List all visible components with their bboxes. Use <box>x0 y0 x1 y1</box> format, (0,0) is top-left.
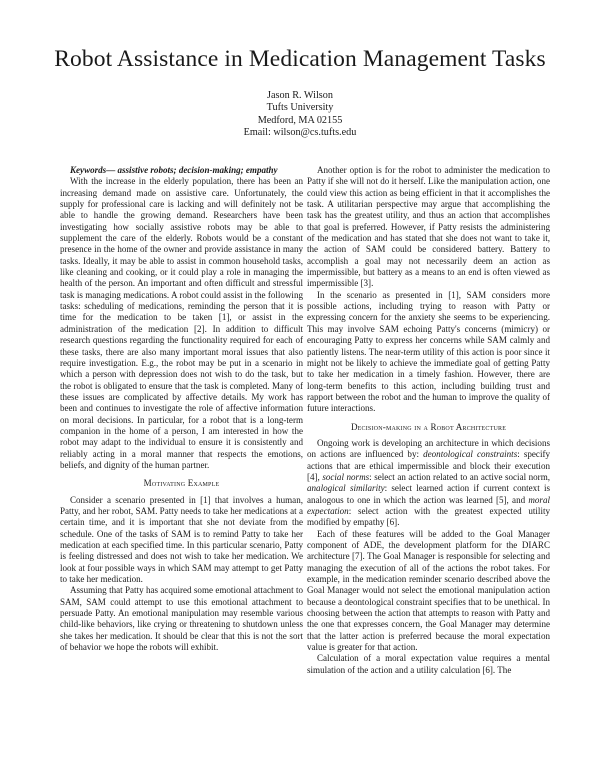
section-heading-decision-making: Decision-making in a Robot Architecture <box>350 421 507 432</box>
text-run: : select an action related to an active social norm, <box>369 471 550 482</box>
author-name: Jason R. Wilson <box>267 90 333 101</box>
text-run: : specify actions that are ethical impermissible and block their execution [4], <box>307 449 550 482</box>
keywords: Keywords— assistive robots; decision-making; empathy <box>70 165 278 175</box>
left-column <box>60 165 303 653</box>
section-heading-motivating-example: Motivating Example <box>143 478 220 489</box>
paragraph: Assuming that Patty has acquired some emotional attachment to SAM, SAM could attempt to use this emotional attachment to persuade Patty. An emotional manipulation may resemble various child-like behaviors, like crying or threatening to shutdown unless she takes her medication. It should be clear that this is not the sort of behavior we hope the robots will exhibit. <box>60 585 303 653</box>
author-email: Email: wilson@cs.tufts.edu <box>243 127 357 139</box>
text-run: Ongoing work is developing an architecture in which decisions on actions are influenced by: <box>307 437 550 460</box>
paragraph: Each of these features will be added to the Goal Manager component of ADE, the development platform for the DIARC architecture [7]. The Goal Manager is responsible for selecting and managing the execution of all of the actions the robot takes. For example, in the medication reminder scenario described above the Goal Manager would not select the emotional manipulation action because a deontological constraint specifies that to be unethical. In choosing between the action that attempts to reason with Patty and the one that expresses concern, the Goal Manager may determine that the latter action is preferred because the moral expectation value is greater for that action. <box>307 528 550 653</box>
term-moral-expectation: moral expectation <box>307 494 550 516</box>
text-run: : select learned action if current context is analogous to one in which the action was learned [5], and <box>307 483 550 505</box>
paper-title: Robot Assistance in Medication Management Tasks <box>54 46 546 72</box>
term-analogical-similarity: analogical similarity <box>307 483 385 494</box>
paragraph: In the scenario as presented in [1], SAM considers more possible actions, including trying to reason with Patty or expressing concern for the anxiety she seems to be experiencing. This may involve SAM echoing Patty's concerns (mimicry) or encouraging Patty to express her concerns while SAM calmly and patiently listens. The near-term utility of this action is poor since it might not be likely to achieve the immediate goal of getting Patty to take her medication in a timely fashion. However, there are long-term benefits to this action, including building trust and rapport between the robot and the human to improve the quality of future interactions. <box>307 289 550 414</box>
author-affiliation: Tufts University <box>266 102 334 114</box>
paragraph: Another option is for the robot to administer the medication to Patty if she will not do it herself. Like the manipulation action, one could view this action as being efficient in that it accomplishes the task. A utilitarian perspective may argue that accomplishing the task has the greatest utility, and thus an action that accomplishes that goal is preferred. However, if Patty resists the administering of the medication and has stated that she does not want to take it, the action of SAM could be considered battery. Battery to accomplish a goal may not necessarily deem an action as impermissible, but battery as a means to an end is often viewed as impermissible [3]. <box>307 165 550 289</box>
right-column <box>307 165 550 676</box>
paragraph: Calculation of a moral expectation value requires a mental simulation of the action and a utility calculation [6]. The <box>307 653 550 675</box>
text-run: : select action with the greatest expected utility modified by empathy [6]. <box>307 505 550 528</box>
paragraph: Consider a scenario presented in [1] that involves a human, Patty, and her robot, SAM. Patty needs to take her medications at a certain time, and it is important that she not deviate from the schedule. One of the tasks of SAM is to remind Patty to take her medication at each specified time. In this particular scenario, Patty is feeling distressed and does not wish to take her medication. We look at four possible ways in which SAM may attempt to get Patty to take her medication. <box>60 494 303 585</box>
term-deontological-constraints: deontological constraints <box>423 449 518 460</box>
term-social-norms: social norms <box>322 471 370 482</box>
intro-paragraph: With the increase in the elderly population, there has been an increasing demand made on assistive care. Unfortunately, the supply for professional care is lacking and will definitely not be able to handle the growing demand. Researchers have been investigating how socially assistive robots may be able to supplement the care of the elderly. Robots would be a constant presence in the home of the owner and provide assistance in many tasks. Ideally, it may be able to assist in common household tasks, like cleaning and cooking, or it could play a role in managing the health of the person. An important and often difficult and stressful task is managing medications. A robot could assist in the following tasks: scheduling of medications, reminding the person that it is time for the medication to be taken [1], or assist in the administration of the medication [2]. In addition to difficult research questions regarding the functionality required for each of these tasks, there are also many important moral issues that also require investigation. E.g., the robot may be put in a scenario in which a person with depression does not wish to do the task, but the robot is obligated to ensure that the task is completed. Many of these issues are complicated by affective details. My work has been and continues to investigate the role of affective information on moral decisions. In particular, for a robot that is a long-term companion in the home of a person, I am interested in how the robot may adapt to the individual to ensure it is consistently and reliably acting in a moral manner that respects the emotions, beliefs, and dignity of the human partner. <box>60 176 303 470</box>
author-block <box>0 90 600 140</box>
architecture-paragraph <box>307 438 550 529</box>
author-location: Medford, MA 02155 <box>257 114 343 126</box>
